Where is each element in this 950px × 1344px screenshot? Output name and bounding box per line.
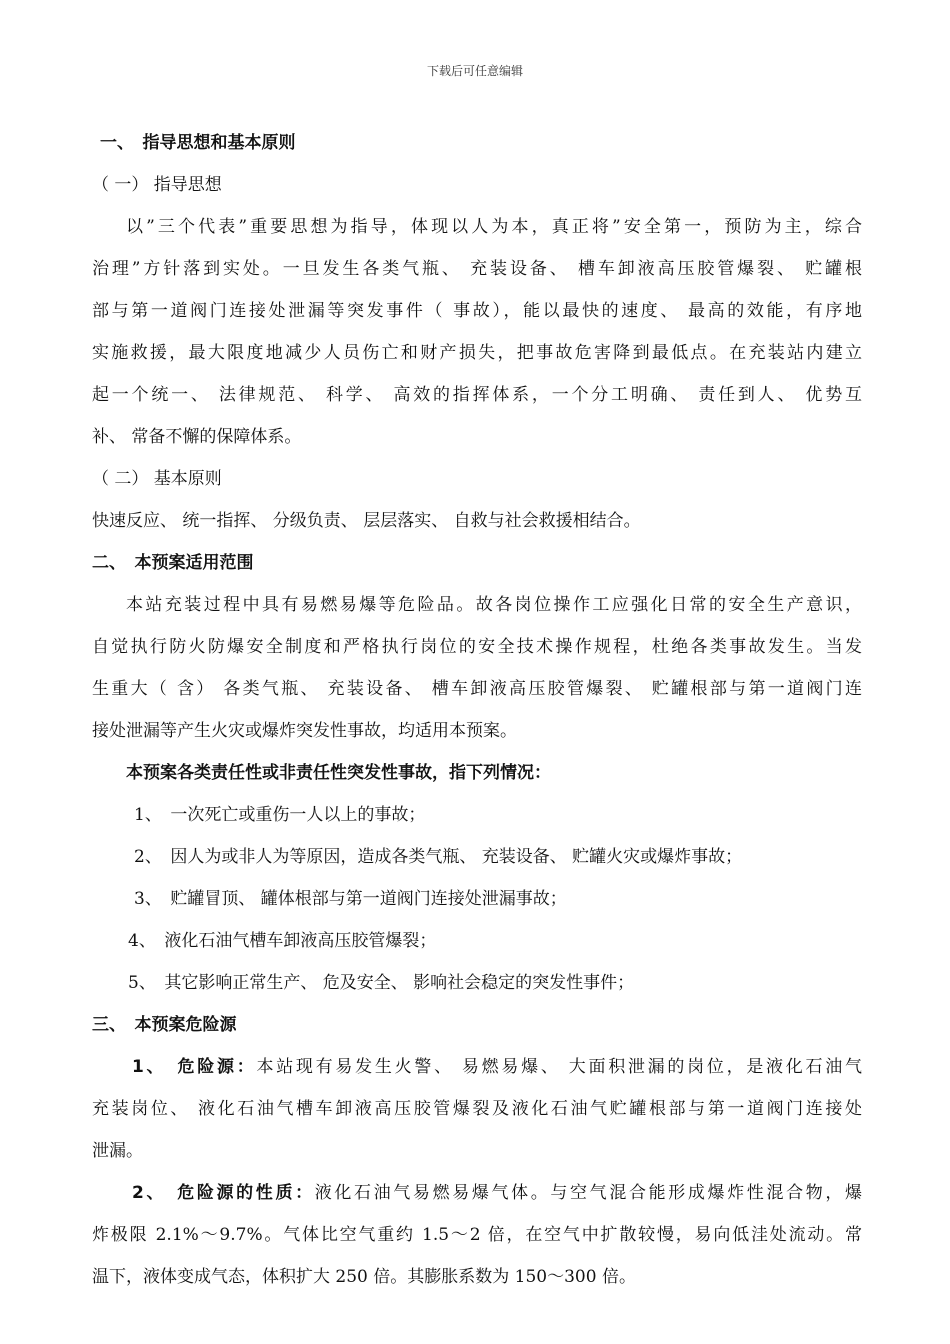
paragraph-line: 自觉执行防火防爆安全制度和严格执行岗位的安全技术操作规程，杜绝各类事故发生。当发 [92, 637, 862, 657]
list-item: 3、 贮罐冒顶、 罐体根部与第一道阀门连接处泄漏事故； [134, 889, 567, 909]
section-1-subtitle-1: （ 一） 指导思想 [92, 175, 222, 195]
section-2-title: 二、 本预案适用范围 [92, 553, 254, 573]
list-item: 1、 一次死亡或重伤一人以上的事故； [134, 805, 426, 825]
paragraph-line: 实施救援，最大限度地减少人员伤亡和财产损失，把事故危害降到最低点。在充装站内建立 [92, 343, 862, 363]
paragraph-line: 生重大（ 含） 各类气瓶、 充装设备、 槽车卸液高压胶管爆裂、 贮罐根部与第一道阀门连 [92, 679, 862, 699]
section-1-title: 一、 指导思想和基本原则 [100, 133, 296, 153]
paragraph-line: 本站充装过程中具有易燃易爆等危险品。故各岗位操作工应强化日常的安全生产意识， [126, 595, 862, 615]
page-header: 下载后可任意编辑 [426, 64, 523, 78]
item-label: 2、 危险源的性质： [132, 1183, 315, 1203]
paragraph-line [92, 1046, 862, 1088]
paragraph-line: 泄漏。 [92, 1141, 143, 1161]
section-3-title: 三、 本预案危险源 [92, 1015, 237, 1035]
paragraph-line: 部与第一道阀门连接处泄漏等突发事件（ 事故），能以最快的速度、 最高的效能，有序地 [92, 301, 862, 321]
paragraph-line: 补、 常备不懈的保障体系。 [92, 427, 302, 447]
bold-statement: 本预案各类责任性或非责任性突发性事故，指下列情况： [126, 763, 551, 783]
section-1-subtitle-2: （ 二） 基本原则 [92, 469, 222, 489]
list-item: 4、 液化石油气槽车卸液高压胶管爆裂； [128, 931, 437, 951]
list-item: 5、 其它影响正常生产、 危及安全、 影响社会稳定的突发性事件； [128, 973, 635, 993]
paragraph-line: 快速反应、 统一指挥、 分级负责、 层层落实、 自救与社会救援相结合。 [92, 511, 641, 531]
paragraph-line: 接处泄漏等产生火灾或爆炸突发性事故，均适用本预案。 [92, 721, 517, 741]
paragraph-line: 以”三个代表”重要思想为指导，体现以人为本，真正将”安全第一，预防为主，综合 [126, 217, 862, 237]
document-body [92, 122, 862, 1298]
paragraph-line: 充装岗位、 液化石油气槽车卸液高压胶管爆裂及液化石油气贮罐根部与第一道阀门连接处 [92, 1099, 862, 1119]
paragraph-line: 治理”方针落到实处。一旦发生各类气瓶、 充装设备、 槽车卸液高压胶管爆裂、 贮罐根 [92, 259, 862, 279]
item-text: 本站现有易发生火警、 易燃易爆、 大面积泄漏的岗位，是液化石油气 [256, 1057, 862, 1077]
paragraph-line: 起一个统一、 法律规范、 科学、 高效的指挥体系，一个分工明确、 责任到人、 优势互 [92, 385, 862, 405]
paragraph-line: 温下，液体变成气态，体积扩大 250 倍。其膨胀系数为 150～300 倍。 [92, 1267, 636, 1287]
item-text: 液化石油气易燃易爆气体。与空气混合能形成爆炸性混合物，爆 [314, 1183, 862, 1203]
list-item: 2、 因人为或非人为等原因，造成各类气瓶、 充装设备、 贮罐火灾或爆炸事故； [134, 847, 743, 867]
paragraph-line: 炸极限 2.1%～9.7%。气体比空气重约 1.5～2 倍，在空气中扩散较慢，易向低洼处流动。常 [92, 1225, 862, 1245]
item-label: 1、 危险源： [132, 1057, 257, 1077]
paragraph-line [92, 1172, 862, 1214]
